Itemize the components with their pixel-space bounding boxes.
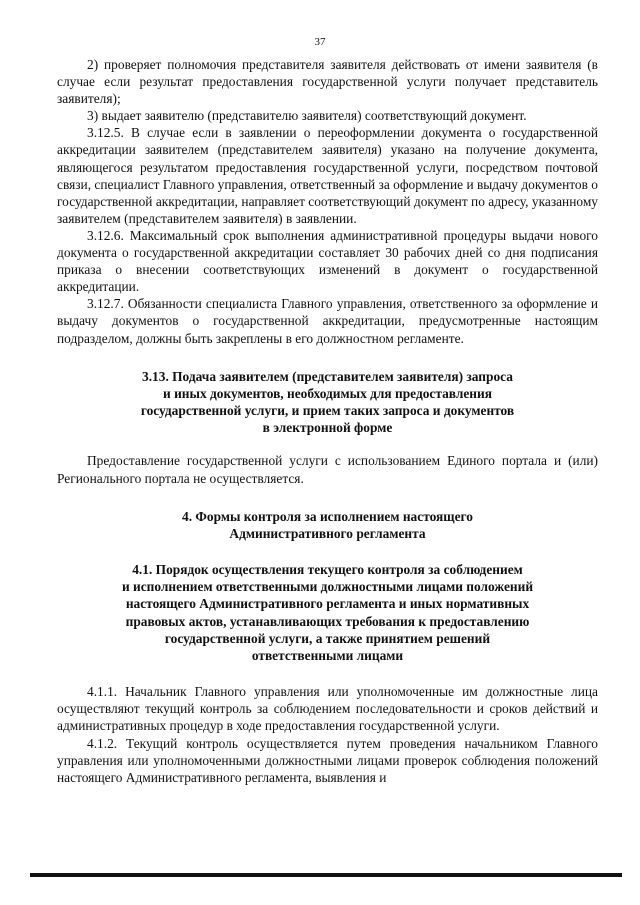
section-4-heading: [57, 508, 598, 542]
paragraph-item-3: 3) выдает заявителю (представителю заявителя) соответствующий документ.: [87, 108, 527, 124]
page-number: 37: [314, 36, 326, 48]
paragraph-4-1-1: 4.1.1. Начальник Главного управления или уполномоченные им должностные лица осуществляют текущий контроль за соблюдением последовательности и сроков действий и административных процедур в ходе предоставления государственной услуги.: [57, 684, 598, 734]
heading-line: 4. Формы контроля за исполнением настоящего: [182, 508, 473, 524]
heading-line: 3.13. Подача заявителем (представителем заявителя) запроса: [142, 368, 513, 384]
section-3-13-text: Предоставление государственной услуги с использованием Единого портала и (или) Регионального портала не осуществляется.: [57, 453, 598, 486]
heading-line: государственной услуги, а также принятием решений: [164, 630, 491, 646]
section-4-1-heading: [57, 561, 598, 664]
paragraph-3-12-7: 3.12.7. Обязанности специалиста Главного управления, ответственного за оформление и выдачу документов о государственной аккредитации, предусмотренные настоящим подразделом, должны быть закреплены в его должностном регламенте.: [57, 296, 598, 346]
paragraph-item-2: 2) проверяет полномочия представителя заявителя действовать от имени заявителя (в случае если результат предоставления государственной услуги получает представитель заявителя);: [57, 57, 598, 107]
heading-line: 4.1. Порядок осуществления текущего контроля за соблюдением: [132, 562, 523, 577]
bottom-rule: [30, 873, 622, 877]
paragraph-4-1-2: 4.1.2. Текущий контроль осуществляется путем проведения начальником Главного управления или уполномоченными должностными лицами проверок соблюдения положений настоящего Административного регламента, выявления и: [57, 735, 598, 785]
heading-line: настоящего Административного регламента и иных нормативных: [125, 596, 530, 612]
heading-line: правовых актов, устанавливающих требования к предоставлению: [125, 613, 530, 629]
heading-line: и исполнением ответственными должностными лицами положений: [121, 579, 534, 595]
heading-line: ответственными лицами: [251, 648, 404, 664]
section-3-13-heading: [57, 368, 598, 437]
heading-line: государственной услуги, и прием таких запроса и документов: [140, 403, 515, 418]
paragraph-3-12-6: 3.12.6. Максимальный срок выполнения административной процедуры выдачи нового документа о государственной аккредитации составляет 30 рабочих дней со дня подписания приказа о внесении соответствующих изменений в документ о государственной аккредитации.: [57, 227, 598, 295]
page-content: [57, 56, 598, 786]
heading-line: и иных документов, необходимых для предоставления: [163, 385, 492, 401]
heading-line: Административного регламента: [229, 525, 426, 541]
heading-line: в электронной форме: [262, 420, 393, 436]
paragraph-3-12-5: 3.12.5. В случае если в заявлении о переоформлении документа о государственной аккредитации заявителем (представителем заявителя) указано на получение документа, являющегося результатом предоставления государственной услуги, посредством почтовой связи, специалист Главного управления, ответственный за оформление и выдачу документов о государственной аккредитации, направляет соответствующий документ по адресу, указанному заявителем (представителем заявителя) в заявлении.: [57, 125, 598, 226]
